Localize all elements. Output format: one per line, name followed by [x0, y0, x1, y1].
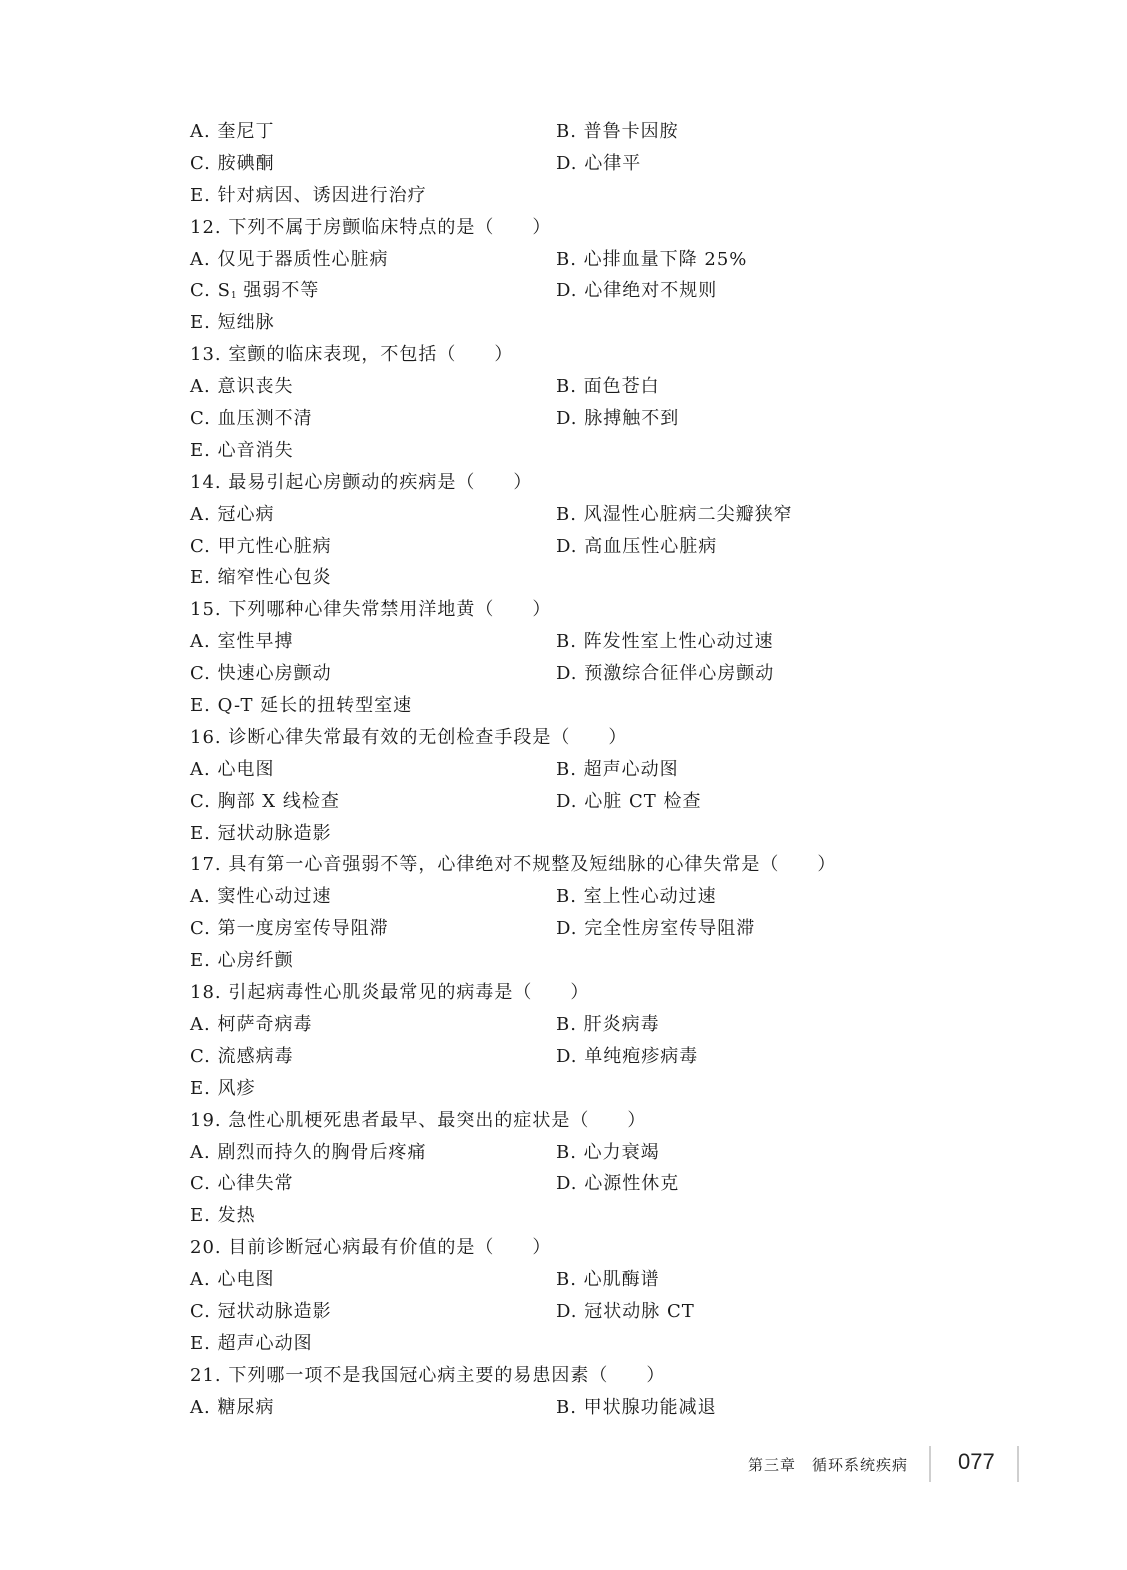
text-line	[190, 148, 950, 180]
line-right-text: B. 超声心动图	[556, 758, 679, 780]
page-footer	[0, 1446, 1127, 1486]
line-left-text: E. 心音消失	[190, 439, 294, 461]
line-left-text: 19. 急性心肌梗死患者最早、最突出的症状是（ ）	[190, 1109, 647, 1131]
line-right-text: B. 阵发性室上性心动过速	[556, 631, 774, 653]
line-left-text: 16. 诊断心律失常最有效的无创检查手段是（ ）	[190, 726, 628, 748]
line-left-text: C. 快速心房颤动	[190, 663, 332, 685]
chapter-title: 第三章 循环系统疾病	[748, 1456, 909, 1474]
text-line	[190, 531, 950, 563]
line-left-text: C. 血压测不清	[190, 408, 313, 430]
line-right-text: B. 心力衰竭	[556, 1141, 660, 1163]
line-left-text: E. 短绌脉	[190, 312, 275, 334]
line-right-text: B. 室上性心动过速	[556, 886, 717, 908]
text-line	[190, 1041, 950, 1073]
text-line	[190, 690, 950, 722]
text-line	[190, 1264, 950, 1296]
text-line	[190, 116, 950, 148]
line-right-text: D. 单纯疱疹病毒	[556, 1045, 699, 1067]
text-line	[190, 1200, 950, 1232]
text-line	[190, 754, 950, 786]
line-left-text: E. 发热	[190, 1205, 256, 1227]
line-left-text: C. 第一度房室传导阻滞	[190, 918, 389, 940]
line-left-text: 12. 下列不属于房颤临床特点的是（ ）	[190, 216, 552, 238]
text-line	[190, 818, 950, 850]
line-left-text: C. 冠状动脉造影	[190, 1300, 332, 1322]
line-right-text: B. 甲状腺功能减退	[556, 1396, 717, 1418]
text-line	[190, 244, 950, 276]
text-line	[190, 275, 950, 307]
line-right-text: B. 心肌酶谱	[556, 1269, 660, 1291]
line-left-text: 15. 下列哪种心律失常禁用洋地黄（ ）	[190, 599, 552, 621]
line-left-text: 14. 最易引起心房颤动的疾病是（ ）	[190, 471, 533, 493]
line-left-text: 17. 具有第一心音强弱不等，心律绝对不规整及短绌脉的心律失常是（ ）	[190, 854, 837, 876]
text-line	[190, 1137, 950, 1169]
line-left-text: E. 缩窄性心包炎	[190, 567, 332, 589]
text-line	[190, 849, 950, 881]
subscript: 1	[230, 291, 237, 302]
line-left-text: A. 心电图	[190, 758, 275, 780]
line-right-text: D. 预激综合征伴心房颤动	[556, 663, 775, 685]
line-left-text: A. 冠心病	[190, 503, 275, 525]
line-right-text: D. 脉搏触不到	[556, 408, 680, 430]
text-line	[190, 1360, 950, 1392]
text-line	[190, 1168, 950, 1200]
text-line	[190, 212, 950, 244]
text-line	[190, 722, 950, 754]
text-line	[190, 499, 950, 531]
text-line	[190, 913, 950, 945]
line-right-text: B. 普鲁卡因胺	[556, 121, 679, 142]
text-line	[190, 1296, 950, 1328]
footer-divider-right	[1017, 1446, 1019, 1482]
line-left-text: 20. 目前诊断冠心病最有价值的是（ ）	[190, 1237, 552, 1259]
line-right-text: D. 高血压性心脏病	[556, 535, 718, 557]
option-label: C. S	[190, 280, 231, 302]
line-left-text: A. 奎尼丁	[190, 121, 275, 142]
text-line	[190, 786, 950, 818]
footer-divider	[929, 1446, 931, 1482]
line-right-text: D. 心源性休克	[556, 1173, 680, 1195]
line-left-text: E. 冠状动脉造影	[190, 822, 332, 844]
text-line	[190, 1328, 950, 1360]
line-left-text: A. 心电图	[190, 1269, 275, 1291]
text-line	[190, 1009, 950, 1041]
line-left-text: E. 针对病因、诱因进行治疗	[190, 184, 427, 206]
line-right-text: D. 心律绝对不规则	[556, 280, 718, 302]
text-line	[190, 881, 950, 913]
line-left-text: A. 仅见于器质性心脏病	[190, 248, 389, 270]
line-left-text: C. 胺碘酮	[190, 152, 275, 174]
line-left-text: 13. 室颤的临床表现，不包括（ ）	[190, 344, 514, 366]
line-left-text: A. 窦性心动过速	[190, 886, 332, 908]
line-left-text: 18. 引起病毒性心肌炎最常见的病毒是（ ）	[190, 982, 590, 1004]
line-left-text: C. 心律失常	[190, 1173, 294, 1195]
text-line	[190, 594, 950, 626]
text-line	[190, 180, 950, 212]
line-right-text: D. 心脏 CT 检查	[556, 790, 702, 812]
page-number: 077	[958, 1449, 995, 1474]
text-line	[190, 403, 950, 435]
text-line	[190, 339, 950, 371]
text-line	[190, 1105, 950, 1137]
line-right-text: B. 肝炎病毒	[556, 1013, 660, 1035]
line-left-text: E. 风疹	[190, 1077, 256, 1099]
line-left-text: E. 超声心动图	[190, 1332, 313, 1354]
line-left-text: A. 意识丧失	[190, 376, 294, 398]
line-right-text: D. 完全性房室传导阻滞	[556, 918, 756, 940]
text-line	[190, 1392, 950, 1424]
line-right-text: D. 心律平	[556, 152, 642, 174]
line-left-text: A. 柯萨奇病毒	[190, 1013, 313, 1035]
line-right-text: B. 心排血量下降 25%	[556, 248, 748, 270]
line-left-text: C. 流感病毒	[190, 1045, 294, 1067]
line-left-text: C. 胸部 X 线检查	[190, 790, 340, 812]
line-left-text: 21. 下列哪一项不是我国冠心病主要的易患因素（ ）	[190, 1364, 666, 1386]
text-line	[190, 626, 950, 658]
text-line	[190, 1073, 950, 1105]
text-line	[190, 945, 950, 977]
line-right-text: B. 风湿性心脏病二尖瓣狭窄	[556, 503, 793, 525]
option-text: 强弱不等	[236, 280, 320, 302]
line-right-text: D. 冠状动脉 CT	[556, 1300, 695, 1322]
line-right-text: B. 面色苍白	[556, 376, 660, 398]
text-line	[190, 977, 950, 1009]
question-page	[190, 116, 950, 1424]
text-line	[190, 1232, 950, 1264]
line-left-text: A. 糖尿病	[190, 1396, 275, 1418]
text-line	[190, 658, 950, 690]
line-left-text: A. 剧烈而持久的胸骨后疼痛	[190, 1141, 427, 1163]
text-line	[190, 371, 950, 403]
text-line	[190, 435, 950, 467]
line-left-text: A. 室性早搏	[190, 631, 294, 653]
text-line	[190, 467, 950, 499]
text-line	[190, 307, 950, 339]
line-left-text: E. Q-T 延长的扭转型室速	[190, 695, 413, 717]
text-line	[190, 562, 950, 594]
line-left-text: C. 甲亢性心脏病	[190, 535, 332, 557]
line-left-text: E. 心房纤颤	[190, 950, 294, 972]
